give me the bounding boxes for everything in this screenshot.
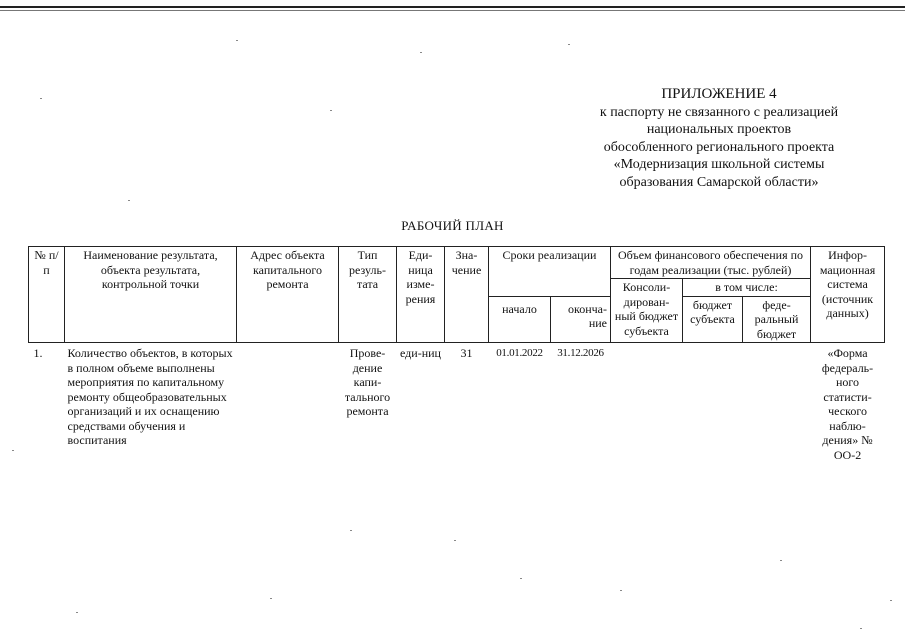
table-header-row bbox=[29, 247, 885, 279]
cell-value: 31 bbox=[460, 346, 473, 360]
cell-unit: еди-ниц bbox=[400, 346, 441, 360]
cell-info-system: «Форма федераль-ного статисти-ческого наблю-дения» № ОО-2 bbox=[821, 346, 874, 462]
scan-speck bbox=[890, 600, 892, 601]
appendix-line: национальных проектов bbox=[646, 122, 792, 137]
scan-speck bbox=[520, 578, 522, 579]
scan-speck bbox=[860, 628, 862, 629]
header-value: Зна-чение bbox=[445, 247, 489, 343]
appendix-line: к паспорту не связанного с реализацией bbox=[599, 104, 839, 120]
scan-speck bbox=[40, 98, 42, 99]
scan-speck bbox=[128, 200, 130, 201]
header-terms-start: начало bbox=[489, 296, 551, 343]
cell-num: 1. bbox=[33, 346, 43, 360]
header-address: Адрес объекта капитального ремонта bbox=[237, 247, 339, 343]
scan-speck bbox=[780, 560, 782, 561]
cell-consolidated bbox=[611, 343, 683, 463]
header-type: Тип резуль-тата bbox=[339, 247, 397, 343]
cell-end: 31.12.2026 bbox=[557, 347, 604, 359]
header-terms-end: оконча-ние bbox=[551, 296, 611, 343]
plan-title: РАБОЧИЙ ПЛАН bbox=[401, 218, 504, 233]
appendix-line: «Модернизация школьной системы bbox=[613, 157, 825, 172]
appendix-title: ПРИЛОЖЕНИЕ 4 bbox=[661, 86, 777, 102]
page-top-border-thin bbox=[0, 10, 905, 11]
header-terms: Сроки реализации bbox=[489, 247, 611, 297]
cell-start: 01.01.2022 bbox=[496, 347, 543, 359]
cell-address bbox=[237, 343, 339, 463]
scan-speck bbox=[420, 52, 422, 53]
scan-speck bbox=[454, 540, 456, 541]
header-including: в том числе: bbox=[683, 279, 811, 297]
cell-type: Прове-дение капи-тального ремонта bbox=[344, 346, 391, 418]
scan-speck bbox=[236, 40, 238, 41]
scan-speck bbox=[568, 44, 570, 45]
header-num: № п/п bbox=[29, 247, 65, 343]
scan-speck bbox=[350, 530, 352, 531]
header-finance: Объем финансового обеспечения по годам реализации (тыс. рублей) bbox=[611, 247, 811, 279]
scan-speck bbox=[330, 110, 332, 111]
cell-name: Количество объектов, в которых в полном объеме выполнены мероприятия по капитальному ремонту общеобразовательных организаций и их оснащению средствами обучения и воспитания bbox=[67, 346, 233, 447]
work-plan-table bbox=[28, 246, 885, 462]
appendix-line: образования Самарской области» bbox=[619, 174, 819, 190]
header-info-system: Инфор-мационная система (источник данных) bbox=[811, 247, 885, 343]
appendix-heading bbox=[569, 86, 869, 191]
header-unit: Еди-ница изме-рения bbox=[397, 247, 445, 343]
scan-speck bbox=[270, 598, 272, 599]
scan-speck bbox=[12, 450, 14, 451]
cell-federal-budget bbox=[743, 343, 811, 463]
scan-speck bbox=[76, 612, 78, 613]
table-row bbox=[29, 343, 885, 463]
cell-subject-budget bbox=[683, 343, 743, 463]
appendix-line: обособленного регионального проекта bbox=[603, 139, 835, 155]
scan-speck bbox=[620, 590, 622, 591]
page-top-border bbox=[0, 6, 905, 8]
header-federal-budget: феде-ральный бюджет bbox=[743, 296, 811, 343]
header-subject-budget: бюджет субъекта bbox=[683, 296, 743, 343]
header-name: Наименование результата, объекта результата, контрольной точки bbox=[65, 247, 237, 343]
header-consolidated: Консоли-дирован-ный бюджет субъекта bbox=[611, 279, 683, 343]
